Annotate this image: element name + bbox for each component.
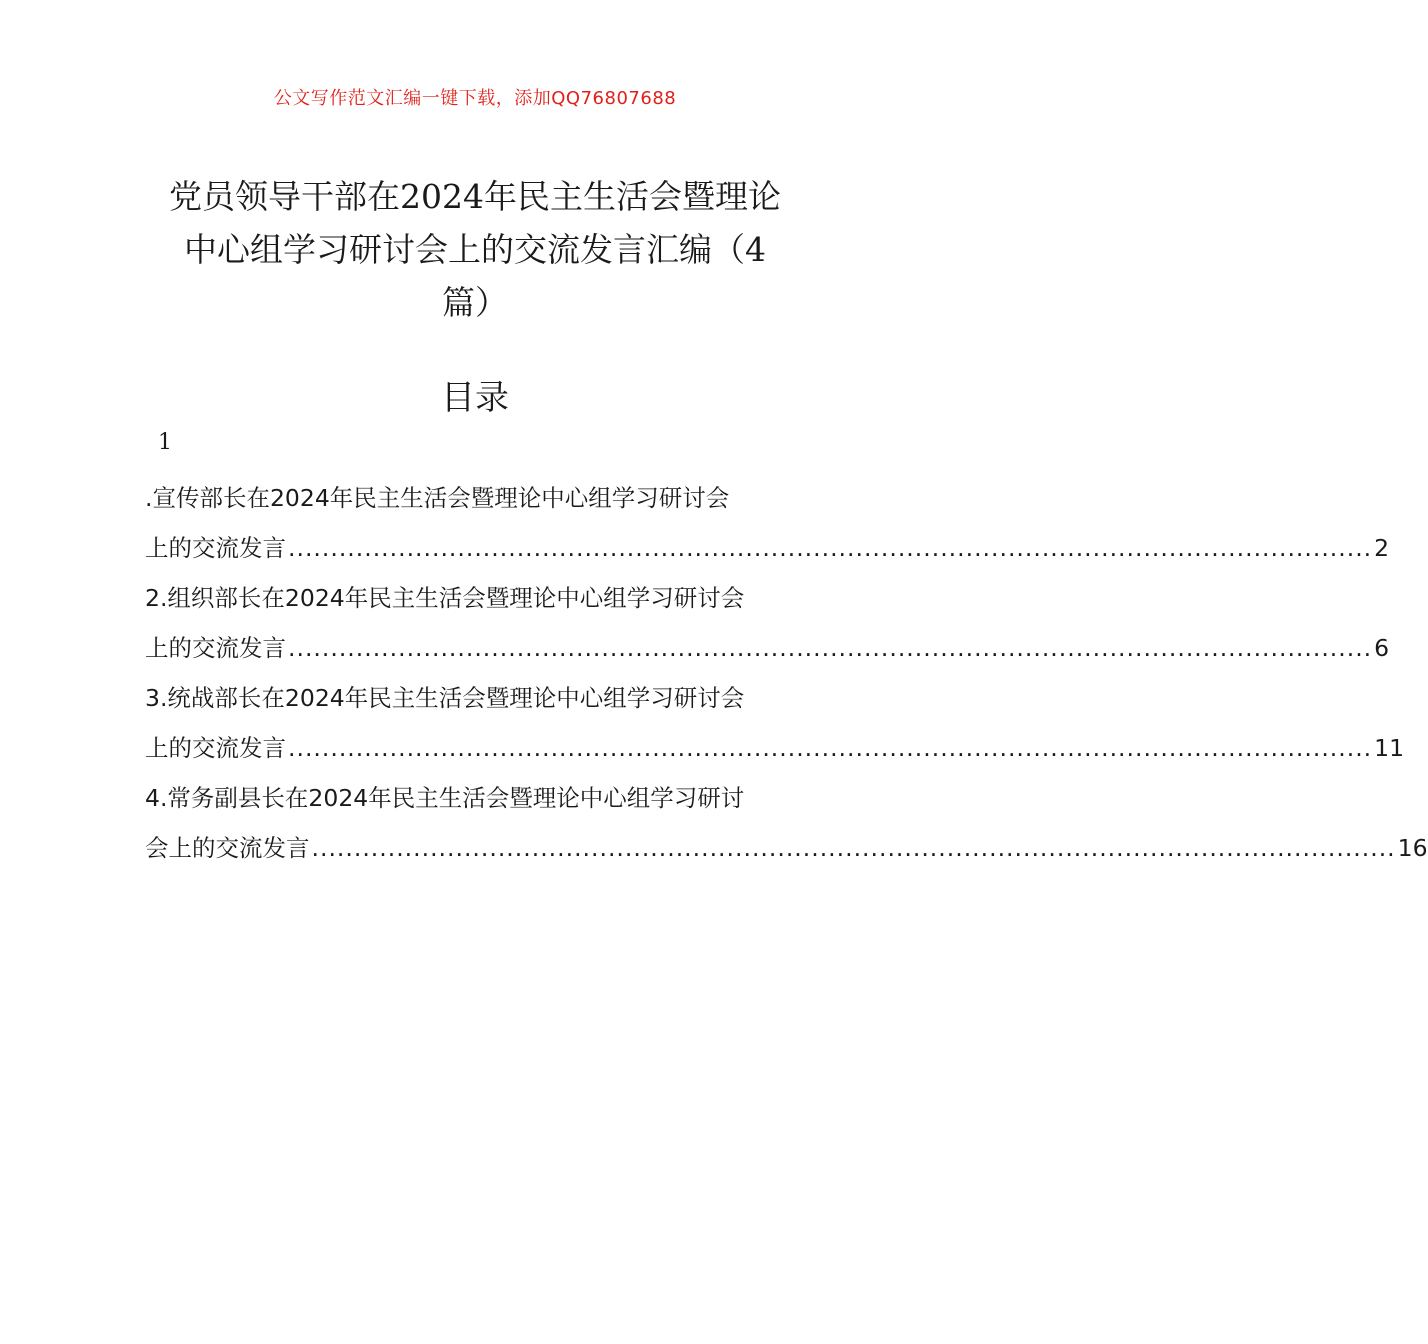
toc-page-number: 2 xyxy=(1374,534,1390,562)
toc-entry-2[interactable] xyxy=(145,573,1390,673)
toc-heading: 目录 xyxy=(441,378,509,418)
promo-banner: 公文写作范文汇编一键下载，添加QQ76807688 xyxy=(273,88,677,109)
toc-leader-dots: ................................................................................................................................ xyxy=(288,534,1373,562)
toc-page-number: 16 xyxy=(1397,834,1428,862)
toc-entry-title-end: 上的交流发言 xyxy=(145,734,286,762)
table-of-contents xyxy=(145,473,1428,873)
toc-entry-title-end: 上的交流发言 xyxy=(145,634,286,662)
toc-entry-continuation xyxy=(145,823,1428,873)
toc-entry-3[interactable] xyxy=(145,673,1405,773)
toc-entry-title-end: 会上的交流发言 xyxy=(145,834,310,862)
toc-entry-title-end: 上的交流发言 xyxy=(145,534,286,562)
toc-leader-dots: ................................................................................................................................ xyxy=(311,834,1396,862)
toc-entry-4[interactable] xyxy=(145,773,1428,873)
document-title xyxy=(145,170,805,329)
title-line-3: 篇） xyxy=(442,283,508,322)
toc-entry-title: .宣传部长在2024年民主生活会暨理论中心组学习研讨会 xyxy=(145,484,730,512)
toc-entry-title: 3.统战部长在2024年民主生活会暨理论中心组学习研讨会 xyxy=(145,684,745,712)
toc-entry-continuation xyxy=(145,623,1390,673)
title-line-2: 中心组学习研讨会上的交流发言汇编（4 xyxy=(184,230,766,269)
toc-entry-continuation xyxy=(145,523,1390,573)
toc-leader-dots: ................................................................................................................................ xyxy=(288,734,1373,762)
toc-entry-continuation xyxy=(145,723,1405,773)
toc-page-number: 6 xyxy=(1374,634,1390,662)
title-line-1: 党员领导干部在2024年民主生活会暨理论 xyxy=(169,177,781,216)
toc-first-number: 1 xyxy=(158,430,172,455)
toc-entry-title: 4.常务副县长在2024年民主生活会暨理论中心组学习研讨 xyxy=(145,784,745,812)
toc-page-number: 11 xyxy=(1374,734,1405,762)
toc-entry-title: 2.组织部长在2024年民主生活会暨理论中心组学习研讨会 xyxy=(145,584,745,612)
toc-leader-dots: ................................................................................................................................ xyxy=(288,634,1373,662)
toc-entry-1[interactable] xyxy=(145,473,1390,573)
